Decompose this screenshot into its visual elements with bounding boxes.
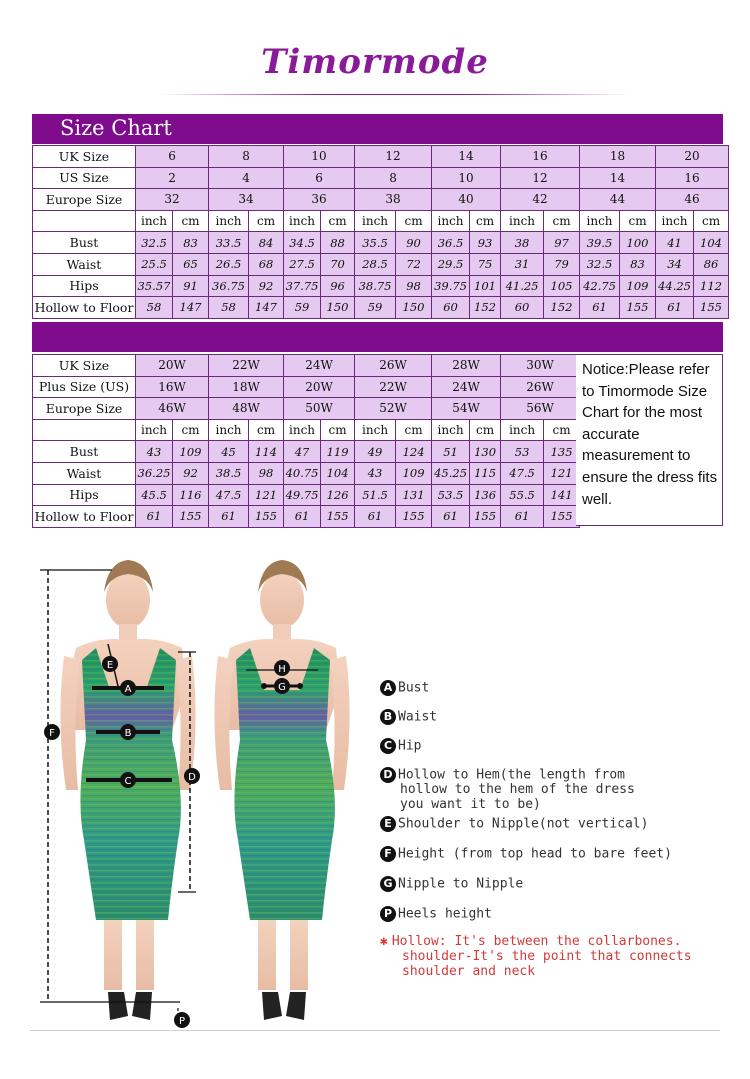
cm-value: 147 [173, 297, 209, 319]
measurement-label: Waist [33, 462, 136, 484]
inch-value: 45.25 [432, 462, 470, 484]
cm-value: 150 [321, 297, 355, 319]
brand-logo: Timormode [261, 42, 489, 82]
svg-text:F: F [49, 728, 55, 739]
size-cell: 54W [432, 398, 501, 420]
size-cell: 16 [501, 146, 580, 168]
unit-cell: inch [355, 419, 396, 441]
unit-cell: cm [321, 419, 355, 441]
inch-value: 47 [284, 441, 321, 463]
size-cell: 18 [580, 146, 656, 168]
inch-value: 32.5 [580, 253, 620, 275]
inch-value: 34 [656, 253, 694, 275]
cm-value: 135 [544, 441, 580, 463]
size-cell: 2 [136, 167, 209, 189]
inch-value: 53 [501, 441, 544, 463]
size-cell: 34 [209, 189, 284, 211]
size-cell: 32 [136, 189, 209, 211]
inch-value: 61 [580, 297, 620, 319]
unit-cell: cm [544, 210, 580, 232]
cm-value: 79 [544, 253, 580, 275]
badge-d-icon: D [380, 767, 396, 783]
measurement-label: Waist [33, 253, 136, 275]
legend-item-nipple-to-nipple: G Nipple to Nipple [380, 876, 523, 892]
unit-cell: inch [432, 210, 470, 232]
size-row [33, 167, 729, 189]
badge-f-icon: F [380, 846, 396, 862]
size-cell: 22W [209, 355, 284, 377]
inch-value: 37.75 [284, 275, 321, 297]
cm-value: 114 [249, 441, 284, 463]
cm-value: 98 [249, 462, 284, 484]
cm-value: 155 [544, 506, 580, 528]
size-cell: 38 [355, 189, 432, 211]
size-cell: 48W [209, 398, 284, 420]
inch-value: 28.5 [355, 253, 396, 275]
inch-value: 61 [501, 506, 544, 528]
unit-row [33, 210, 729, 232]
badge-c-icon: C [380, 738, 396, 754]
inch-value: 43 [355, 462, 396, 484]
unit-cell: inch [580, 210, 620, 232]
legend-note-line2: shoulder-It's the point that connects [402, 949, 692, 964]
cm-value: 88 [321, 232, 355, 254]
inch-value: 40.75 [284, 462, 321, 484]
cm-value: 155 [249, 506, 284, 528]
badge-p-icon: P [380, 906, 396, 922]
cm-value: 126 [321, 484, 355, 506]
cm-value: 100 [620, 232, 656, 254]
model-measurement-illustration [0, 540, 750, 1075]
size-chart-title: Size Chart [60, 116, 172, 140]
size-cell: 14 [580, 167, 656, 189]
size-cell: 20 [656, 146, 729, 168]
row-label: Europe Size [33, 398, 136, 420]
cm-value: 109 [173, 441, 209, 463]
measurement-label: Bust [33, 441, 136, 463]
size-cell: 4 [209, 167, 284, 189]
size-cell: 24W [284, 355, 355, 377]
cm-value: 96 [321, 275, 355, 297]
inch-value: 39.75 [432, 275, 470, 297]
measurement-label: Hips [33, 275, 136, 297]
size-row [33, 189, 729, 211]
cm-value: 131 [396, 484, 432, 506]
cm-value: 104 [694, 232, 729, 254]
size-cell: 30W [501, 355, 580, 377]
cm-value: 147 [249, 297, 284, 319]
cm-value: 119 [321, 441, 355, 463]
unit-cell: cm [249, 419, 284, 441]
cm-value: 155 [396, 506, 432, 528]
row-label: US Size [33, 167, 136, 189]
legend-item-heels-height: P Heels height [380, 906, 492, 922]
cm-value: 98 [396, 275, 432, 297]
row-label: Plus Size (US) [33, 376, 136, 398]
unit-cell: inch [432, 419, 470, 441]
inch-value: 49 [355, 441, 396, 463]
cm-value: 136 [470, 484, 501, 506]
cm-value: 105 [544, 275, 580, 297]
cm-value: 121 [249, 484, 284, 506]
size-cell: 46 [656, 189, 729, 211]
badge-b-icon: B [380, 709, 396, 725]
bottom-divider [30, 1030, 720, 1031]
inch-value: 38 [501, 232, 544, 254]
inch-value: 59 [355, 297, 396, 319]
size-cell: 10 [432, 167, 501, 189]
cm-value: 150 [396, 297, 432, 319]
cm-value: 115 [470, 462, 501, 484]
size-cell: 40 [432, 189, 501, 211]
cm-value: 130 [470, 441, 501, 463]
unit-cell: cm [694, 210, 729, 232]
inch-value: 32.5 [136, 232, 173, 254]
svg-text:C: C [124, 776, 132, 787]
cm-value: 116 [173, 484, 209, 506]
size-cell: 26W [355, 355, 432, 377]
size-cell: 18W [209, 376, 284, 398]
measurement-row [33, 462, 580, 484]
inch-value: 36.25 [136, 462, 173, 484]
inch-value: 51 [432, 441, 470, 463]
cm-value: 155 [694, 297, 729, 319]
cm-value: 92 [249, 275, 284, 297]
size-row [33, 146, 729, 168]
size-cell: 36 [284, 189, 355, 211]
standard-size-table [32, 145, 729, 319]
size-cell: 6 [136, 146, 209, 168]
svg-text:A: A [124, 684, 132, 695]
size-cell: 12 [501, 167, 580, 189]
unit-cell: cm [544, 419, 580, 441]
svg-text:B: B [124, 728, 132, 739]
inch-value: 51.5 [355, 484, 396, 506]
row-label: UK Size [33, 355, 136, 377]
inch-value: 44.25 [656, 275, 694, 297]
unit-cell: inch [355, 210, 396, 232]
size-row [33, 355, 580, 377]
measurement-row [33, 297, 729, 319]
unit-cell: cm [249, 210, 284, 232]
row-label: Europe Size [33, 189, 136, 211]
cm-value: 104 [321, 462, 355, 484]
cm-value: 141 [544, 484, 580, 506]
measurement-row [33, 484, 580, 506]
inch-value: 58 [136, 297, 173, 319]
legend-item-hollow-to-hem: D Hollow to Hem(the length from [380, 767, 625, 783]
legend-item-hip: C Hip [380, 738, 421, 754]
inch-value: 61 [284, 506, 321, 528]
size-cell: 8 [209, 146, 284, 168]
inch-value: 59 [284, 297, 321, 319]
size-cell: 56W [501, 398, 580, 420]
cm-value: 155 [321, 506, 355, 528]
size-cell: 20W [284, 376, 355, 398]
legend-note-line3: shoulder and neck [402, 964, 536, 979]
plus-size-header-bar [32, 322, 723, 352]
unit-cell: inch [284, 419, 321, 441]
cm-value: 65 [173, 253, 209, 275]
cm-value: 152 [470, 297, 501, 319]
unit-cell: inch [501, 419, 544, 441]
size-row [33, 376, 580, 398]
inch-value: 38.5 [209, 462, 249, 484]
inch-value: 61 [136, 506, 173, 528]
unit-cell: inch [284, 210, 321, 232]
inch-value: 60 [501, 297, 544, 319]
size-cell: 14 [432, 146, 501, 168]
badge-g-icon: G [380, 876, 396, 892]
row-label: UK Size [33, 146, 136, 168]
size-cell: 16 [656, 167, 729, 189]
cm-value: 124 [396, 441, 432, 463]
asterisk-icon: ✱ [380, 934, 388, 949]
size-cell: 12 [355, 146, 432, 168]
svg-text:P: P [178, 1016, 186, 1027]
size-cell: 44 [580, 189, 656, 211]
svg-text:H: H [278, 664, 286, 675]
inch-value: 26.5 [209, 253, 249, 275]
cm-value: 155 [173, 506, 209, 528]
unit-cell: cm [396, 210, 432, 232]
legend-note-line1: ✱ Hollow: It's between the collarbones. [380, 934, 682, 949]
inch-value: 61 [432, 506, 470, 528]
measurement-row [33, 253, 729, 275]
inch-value: 49.75 [284, 484, 321, 506]
unit-cell: cm [173, 419, 209, 441]
inch-value: 45.5 [136, 484, 173, 506]
inch-value: 39.5 [580, 232, 620, 254]
measurement-label: Bust [33, 232, 136, 254]
plus-size-table [32, 354, 580, 528]
inch-value: 55.5 [501, 484, 544, 506]
cm-value: 84 [249, 232, 284, 254]
unit-cell: cm [173, 210, 209, 232]
brand-divider [160, 94, 630, 95]
inch-value: 47.5 [209, 484, 249, 506]
svg-text:G: G [278, 682, 286, 693]
cm-value: 92 [173, 462, 209, 484]
unit-row [33, 419, 580, 441]
inch-value: 61 [656, 297, 694, 319]
size-row [33, 398, 580, 420]
legend-item-shoulder-to-nipple: E Shoulder to Nipple(not vertical) [380, 816, 648, 832]
inch-value: 27.5 [284, 253, 321, 275]
badge-a-icon: A [380, 680, 396, 696]
cm-value: 68 [249, 253, 284, 275]
size-cell: 16W [136, 376, 209, 398]
cm-value: 112 [694, 275, 729, 297]
measurement-row [33, 232, 729, 254]
legend-item-height: F Height (from top head to bare feet) [380, 846, 672, 862]
size-notice: Notice:Please refer to Timormode Size Chart for the most accurate measurement to ensure the dress fits well. [576, 354, 723, 526]
cm-value: 93 [470, 232, 501, 254]
unit-cell: inch [209, 210, 249, 232]
cm-value: 91 [173, 275, 209, 297]
unit-cell: inch [136, 419, 173, 441]
cm-value: 155 [620, 297, 656, 319]
cm-value: 109 [620, 275, 656, 297]
cm-value: 86 [694, 253, 729, 275]
measurement-label: Hips [33, 484, 136, 506]
cm-value: 101 [470, 275, 501, 297]
size-cell: 24W [432, 376, 501, 398]
cm-value: 90 [396, 232, 432, 254]
inch-value: 34.5 [284, 232, 321, 254]
legend-item-hollow-to-hem-line3: you want it to be) [400, 797, 541, 812]
inch-value: 53.5 [432, 484, 470, 506]
unit-cell: cm [396, 419, 432, 441]
inch-value: 29.5 [432, 253, 470, 275]
size-cell: 6 [284, 167, 355, 189]
unit-cell: inch [656, 210, 694, 232]
inch-value: 38.75 [355, 275, 396, 297]
model-photo-area [0, 540, 750, 1075]
unit-cell: inch [209, 419, 249, 441]
inch-value: 41 [656, 232, 694, 254]
measurement-row [33, 506, 580, 528]
inch-value: 47.5 [501, 462, 544, 484]
inch-value: 35.5 [355, 232, 396, 254]
unit-cell: cm [470, 210, 501, 232]
cm-value: 109 [396, 462, 432, 484]
unit-cell: inch [136, 210, 173, 232]
size-chart-header [32, 114, 723, 144]
inch-value: 61 [355, 506, 396, 528]
cm-value: 121 [544, 462, 580, 484]
inch-value: 31 [501, 253, 544, 275]
legend-item-hollow-to-hem-line2: hollow to the hem of the dress [400, 782, 635, 797]
unit-cell: cm [620, 210, 656, 232]
size-cell: 42 [501, 189, 580, 211]
cm-value: 155 [470, 506, 501, 528]
cm-value: 152 [544, 297, 580, 319]
svg-text:D: D [188, 772, 196, 783]
legend-item-waist: B Waist [380, 709, 437, 725]
badge-e-icon: E [380, 816, 396, 832]
size-cell: 8 [355, 167, 432, 189]
measurement-label: Hollow to Floor [33, 506, 136, 528]
size-cell: 46W [136, 398, 209, 420]
inch-value: 41.25 [501, 275, 544, 297]
cm-value: 70 [321, 253, 355, 275]
size-cell: 20W [136, 355, 209, 377]
legend-item-bust: A Bust [380, 680, 429, 696]
model-front-left [40, 560, 200, 1028]
unit-cell: cm [470, 419, 501, 441]
inch-value: 35.57 [136, 275, 173, 297]
unit-cell: inch [501, 210, 544, 232]
measurement-row [33, 441, 580, 463]
size-cell: 50W [284, 398, 355, 420]
size-cell: 26W [501, 376, 580, 398]
unit-row-blank [33, 419, 136, 441]
unit-cell: cm [321, 210, 355, 232]
size-cell: 22W [355, 376, 432, 398]
measurement-label: Hollow to Floor [33, 297, 136, 319]
inch-value: 42.75 [580, 275, 620, 297]
inch-value: 58 [209, 297, 249, 319]
inch-value: 25.5 [136, 253, 173, 275]
inch-value: 36.5 [432, 232, 470, 254]
cm-value: 83 [620, 253, 656, 275]
measurement-row [33, 275, 729, 297]
cm-value: 97 [544, 232, 580, 254]
unit-row-blank [33, 210, 136, 232]
inch-value: 43 [136, 441, 173, 463]
inch-value: 33.5 [209, 232, 249, 254]
cm-value: 83 [173, 232, 209, 254]
size-cell: 10 [284, 146, 355, 168]
inch-value: 36.75 [209, 275, 249, 297]
model-front-right [214, 560, 349, 1020]
inch-value: 45 [209, 441, 249, 463]
svg-text:E: E [106, 660, 114, 671]
cm-value: 75 [470, 253, 501, 275]
inch-value: 60 [432, 297, 470, 319]
inch-value: 61 [209, 506, 249, 528]
cm-value: 72 [396, 253, 432, 275]
size-cell: 28W [432, 355, 501, 377]
size-cell: 52W [355, 398, 432, 420]
